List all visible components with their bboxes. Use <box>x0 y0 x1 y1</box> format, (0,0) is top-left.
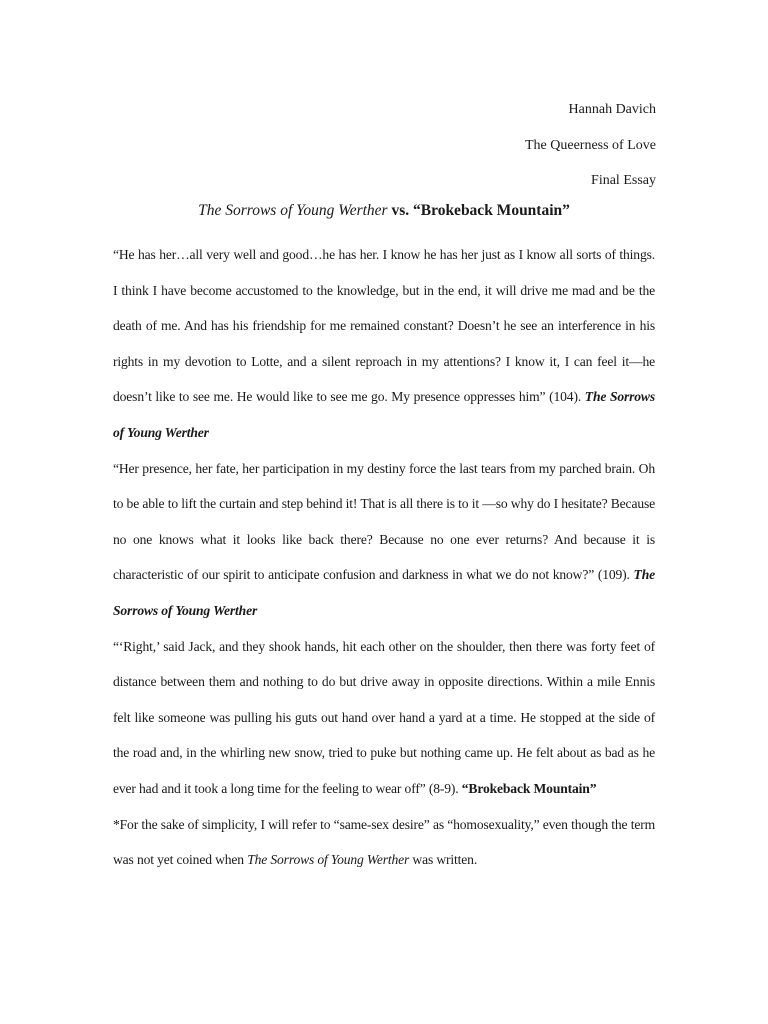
quote-source-3: “Brokeback Mountain” <box>461 780 597 796</box>
title-work-2: “Brokeback Mountain” <box>413 202 570 219</box>
author-name: Hannah Davich <box>568 102 656 117</box>
assignment-name: Final Essay <box>591 173 656 188</box>
footnote-text-before: *For the sake of simplicity, I will refer to “same-sex desire” as “homosexuality,” even though the term was not yet coined when <box>113 816 655 868</box>
quote-paragraph-3 <box>113 629 655 807</box>
quote-source-2: The Sorrows of Young Werther <box>113 567 655 618</box>
footnote-paragraph <box>113 807 655 878</box>
quote-text-3: “‘Right,’ said Jack, and they shook hands, hit each other on the shoulder, then there was forty feet of distance between them and nothing to do but drive away in opposite directions. Within a mile Ennis felt like someone was pulling his guts out hand over hand a yard at a time. He stopped at the side of the road and, in the whirling new snow, tried to puke but nothing came up. He felt about as bad as he ever had and it took a long time for the feeling to wear off” (8-9). <box>113 638 655 796</box>
footnote-text-after: was written. <box>409 852 478 868</box>
essay-title <box>0 199 768 223</box>
quote-paragraph-1 <box>113 237 655 451</box>
quote-text-2: “Her presence, her fate, her participation in my destiny force the last tears from my parched brain. Oh to be able to lift the curtain and step behind it! That is all there is to it —so why do I hesitate? Because no one knows what it looks like back there? Because no one ever returns? And because it is characteristic of our spirit to anticipate confusion and darkness in what we do not know?” (109). <box>113 460 655 583</box>
title-connector: vs. <box>387 202 413 219</box>
essay-header <box>525 92 656 199</box>
footnote-title: The Sorrows of Young Werther <box>247 852 410 868</box>
quote-paragraph-2 <box>113 451 655 629</box>
quote-text-1: “He has her…all very well and good…he has her. I know he has her just as I know all sorts of things. I think I have become accustomed to the knowledge, but in the end, it will drive me mad and be the death of me. And has his friendship for me remained constant? Doesn’t he see an interference in his rights in my devotion to Lotte, and a silent reproach in my attentions? I know it, I can feel it—he doesn’t like to see me. He would like to see me go. My presence oppresses him” (104). <box>113 247 655 405</box>
title-work-1: The Sorrows of Young Werther <box>198 202 388 219</box>
course-name: The Queerness of Love <box>524 137 656 153</box>
essay-body <box>113 237 655 878</box>
quote-source-1: The Sorrows of Young Werther <box>113 389 655 440</box>
